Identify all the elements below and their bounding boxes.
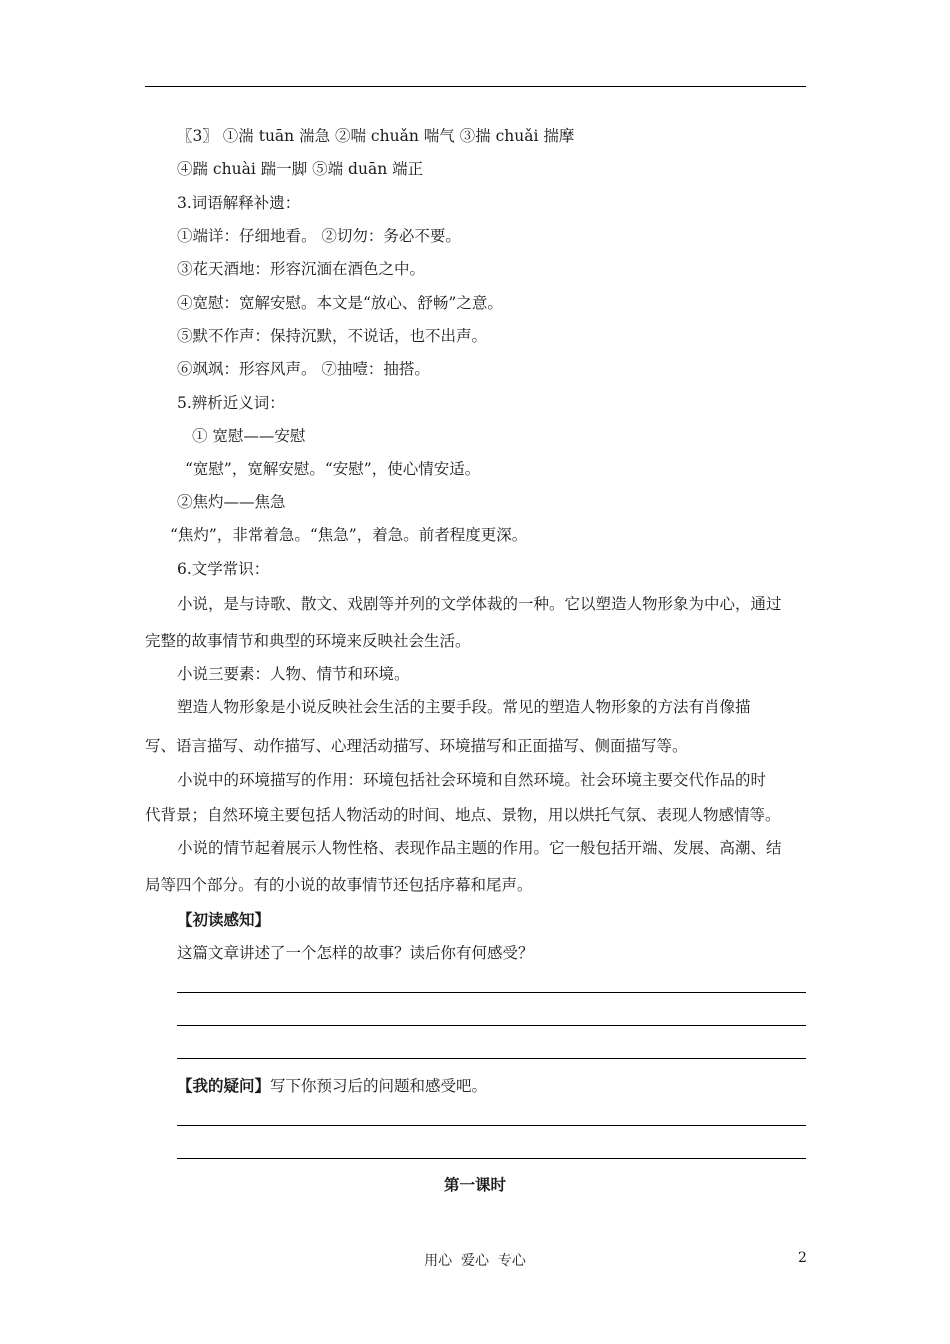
synonym-pair: ① 宽慰——安慰 xyxy=(192,427,306,445)
lesson-title: 第一课时 xyxy=(443,1175,506,1194)
answer-line xyxy=(177,992,806,993)
section-heading-synonyms: 5.辨析近义词： xyxy=(177,394,285,412)
paragraph-line: 写、语言描写、动作描写、心理活动描写、环境描写和正面描写、侧面描写等。 xyxy=(145,737,688,755)
vocab-item: ④宽慰：宽解安慰。本文是“放心、舒畅”之意。 xyxy=(177,294,503,312)
synonym-pair: ②焦灼——焦急 xyxy=(177,493,286,511)
pronunciation-line-2: ④踹 chuài 踹一脚 ⑤端 duān 端正 xyxy=(177,160,424,178)
vocab-item: ③花天酒地：形容沉湎在酒色之中。 xyxy=(177,260,426,278)
synonym-explanation: “焦灼”，非常着急。“焦急”，着急。前者程度更深。 xyxy=(170,526,528,544)
paragraph-line: 代背景；自然环境主要包括人物活动的时间、地点、景物，用以烘托气氛、表现人物感情等。 xyxy=(145,806,781,824)
synonym-explanation: “宽慰”，宽解安慰。“安慰”，使心情安适。 xyxy=(185,460,481,478)
section-heading-literature: 6.文学常识： xyxy=(177,560,270,578)
my-questions-prompt: 写下你预习后的问题和感受吧。 xyxy=(270,1077,488,1095)
vocab-item: ⑤默不作声：保持沉默，不说话，也不出声。 xyxy=(177,327,488,345)
answer-line xyxy=(177,1125,806,1126)
paragraph-line: 小说三要素：人物、情节和环境。 xyxy=(177,665,410,683)
paragraph-line: 小说中的环境描写的作用：环境包括社会环境和自然环境。社会环境主要交代作品的时 xyxy=(177,771,767,789)
paragraph-line: 完整的故事情节和典型的环境来反映社会生活。 xyxy=(145,632,471,650)
answer-line xyxy=(177,1058,806,1059)
answer-line xyxy=(177,1158,806,1159)
first-reading-question: 这篇文章讲述了一个怎样的故事？读后你有何感受？ xyxy=(177,944,534,962)
pronunciation-line-1: 〖3〗 ①湍 tuān 湍急 ②喘 chuǎn 喘气 ③揣 chuǎi 揣摩 xyxy=(177,127,575,145)
footer-motto: 用心 爱心 专心 xyxy=(424,1253,526,1269)
paragraph-line: 局等四个部分。有的小说的故事情节还包括序幕和尾声。 xyxy=(145,876,533,894)
my-questions-row xyxy=(177,1076,487,1096)
vocab-item: ⑥飒飒：形容风声。 ⑦抽噎：抽搭。 xyxy=(177,360,430,378)
paragraph-line: 小说，是与诗歌、散文、戏剧等并列的文学体裁的一种。它以塑造人物形象为中心，通过 xyxy=(177,595,782,613)
page-number: 2 xyxy=(798,1250,807,1266)
section-heading-vocab: 3.词语解释补遗： xyxy=(177,194,301,212)
footer-text xyxy=(0,1250,950,1270)
my-questions-heading: 【我的疑问】 xyxy=(177,1076,271,1095)
first-reading-heading: 【初读感知】 xyxy=(177,910,271,929)
paragraph-line: 小说的情节起着展示人物性格、表现作品主题的作用。它一般包括开端、发展、高潮、结 xyxy=(177,839,782,857)
header-rule xyxy=(145,86,806,87)
answer-line xyxy=(177,1025,806,1026)
vocab-item: ①端详：仔细地看。 ②切勿：务必不要。 xyxy=(177,227,461,245)
paragraph-line: 塑造人物形象是小说反映社会生活的主要手段。常见的塑造人物形象的方法有肖像描 xyxy=(177,698,751,716)
